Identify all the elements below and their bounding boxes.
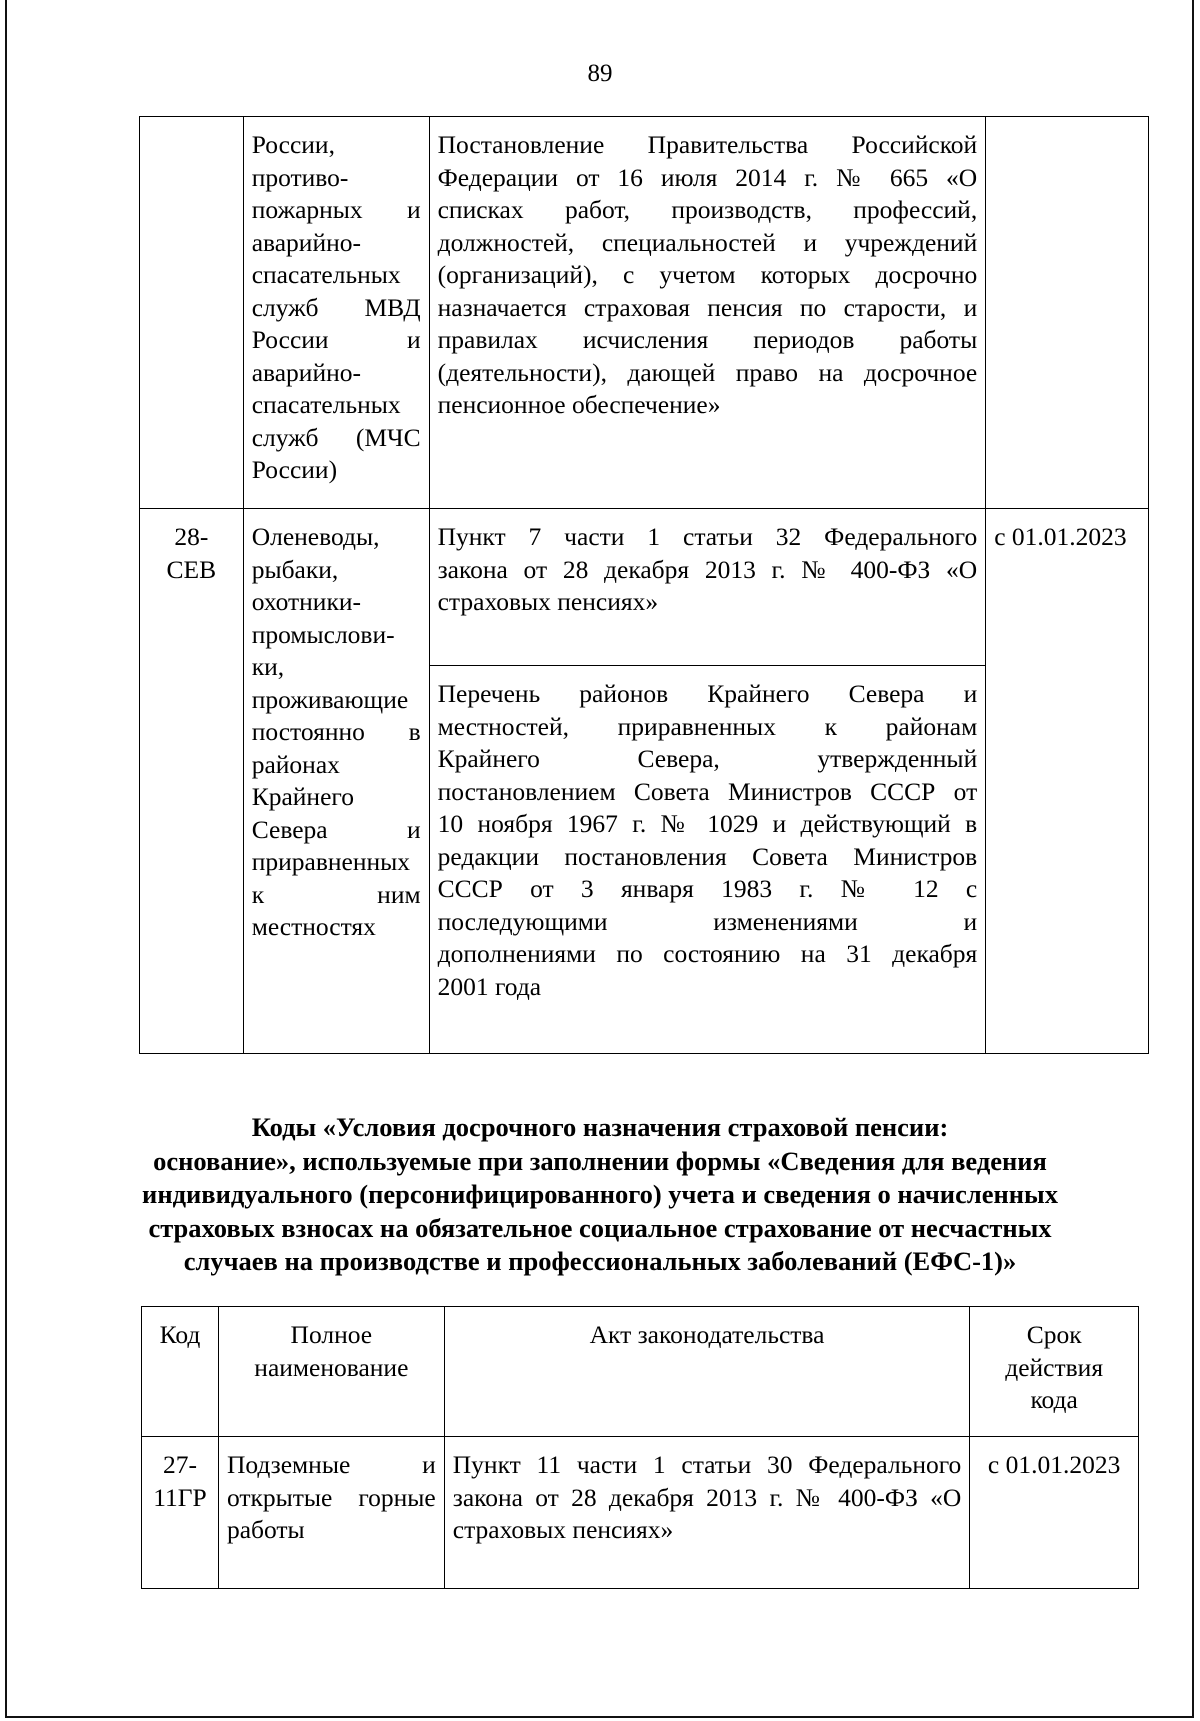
act-text: Перечень районов Крайнего Севера и местностей, приравненных к районам Крайнего Севера, утвержденный постановлением Совета Министров СССР от 10 ноября 1967 г. № 1029 и действующий в редакции постановления Совета Министров СССР от 3 января 1983 г. № 12 с последующими изменениями и дополнениями по состоянию на 31 декабря 2001 года — [437, 679, 978, 1001]
term-value: с 01.01.2023 — [994, 522, 1127, 551]
name-text: Оленеводы, рыбаки, охотники- промыслови- ки, проживающие постоянно в районах Крайнего Севера и приравненных к ним местностях — [251, 522, 421, 941]
header-code: Код — [142, 1307, 219, 1437]
term-cell — [970, 1437, 1139, 1589]
term-cell — [986, 117, 1149, 509]
code-cell: 28- СЕВ — [140, 509, 244, 1054]
table-row — [140, 509, 1149, 666]
codes-table — [141, 1306, 1139, 1589]
table-continuation — [139, 116, 1149, 1054]
header-term: Срок действия кода — [970, 1307, 1139, 1437]
act-cell — [429, 117, 986, 509]
table-header-row — [142, 1307, 1139, 1437]
name-cell — [243, 509, 429, 1054]
act-cell — [429, 666, 986, 1054]
term-cell — [986, 509, 1149, 1054]
act-text: Постановление Правительства Российской Федерации от 16 июля 2014 г. № 665 «О списках работ, производств, профессий, должностей, специальностей и учреждений (организаций), с учетом которых досрочно назначается страховая пенсия по старости, и правилах исчисления периодов работы (деятельности), дающей право на досрочное пенсионное обеспечение» — [437, 130, 978, 419]
term-value: с 01.01.2023 — [987, 1450, 1121, 1479]
code-cell: 27- 11ГР — [142, 1437, 219, 1589]
act-cell: Пункт 11 части 1 статьи 30 Федерального закона от 28 декабря 2013 г. № 400-ФЗ «О страховых пенсиях» — [444, 1437, 970, 1589]
name-cell: Подземные и открытые горные работы — [218, 1437, 444, 1589]
act-cell — [429, 509, 986, 666]
name-text: России, противо- пожарных и аварийно- спасательных служб МВД России и аварийно- спасательных служб (МЧС России) — [251, 130, 421, 484]
section-heading: Коды «Условия досрочного назначения страховой пенсии: основание», используемые при заполнении формы «Сведения для ведения индивидуального (персонифицированного) учета и сведения о начисленных страховых взносах на обязательное социальное страхование от несчастных случаев на производстве и профессиональных заболеваний (ЕФС-1)» — [142, 1112, 1058, 1276]
act-text: Пункт 7 части 1 статьи 32 Федерального закона от 28 декабря 2013 г. № 400-ФЗ «О страховых пенсиях» — [437, 522, 978, 616]
header-act: Акт законодательства — [444, 1307, 970, 1437]
code-cell — [140, 117, 244, 509]
table-row — [142, 1437, 1139, 1589]
header-name: Полное наименование — [218, 1307, 444, 1437]
table-row — [140, 117, 1149, 509]
page-number: 89 — [587, 60, 613, 87]
name-cell — [243, 117, 429, 509]
